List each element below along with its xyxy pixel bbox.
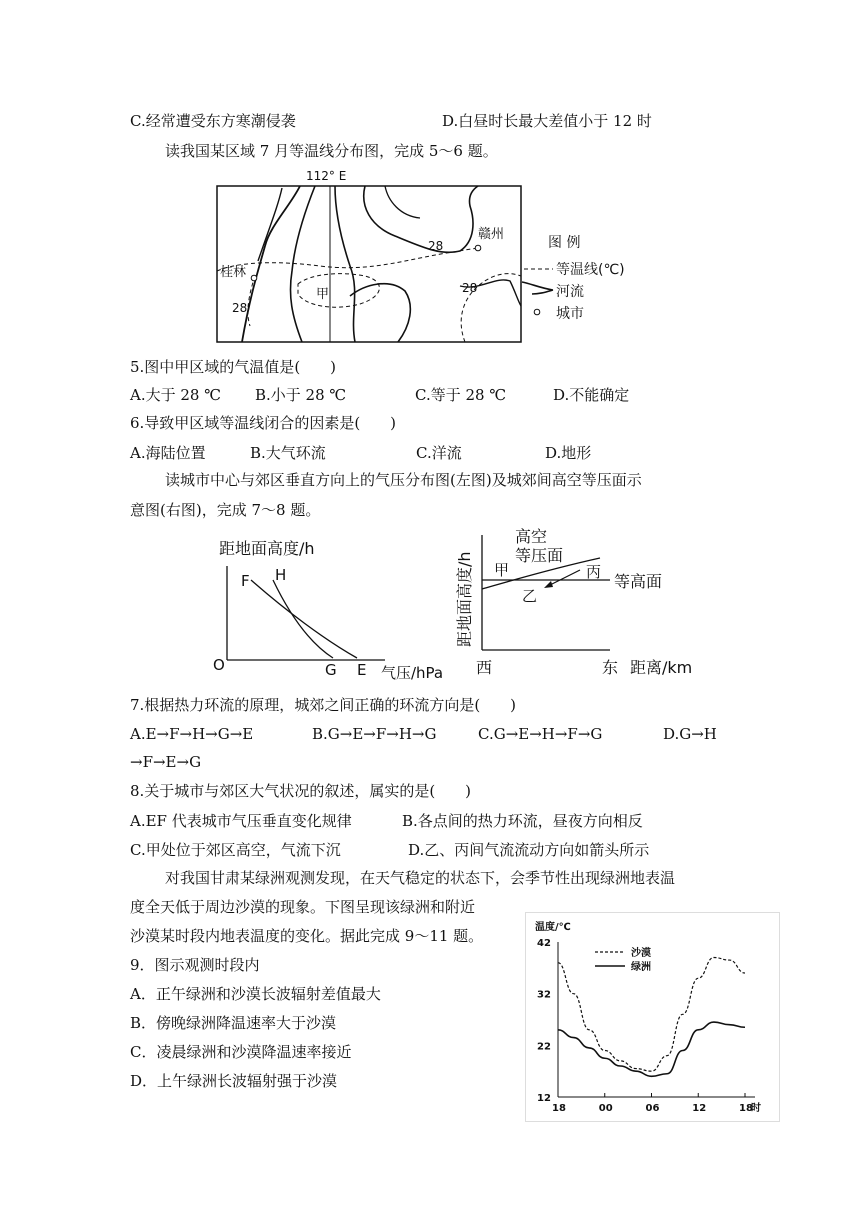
isotherm-label: 28 [462,281,478,295]
legend-oasis: 绿洲 [631,962,651,973]
q6-option-d: D.地形 [545,444,592,462]
isotherm-label: 28 [428,239,444,253]
intro-9-11-line1: 对我国甘肃某绿洲观测发现，在天气稳定的状态下，会季节性出现绿洲地表温 [165,869,676,887]
q8-option-b: B.各点间的热力环流，昼夜方向相反 [402,812,643,830]
river [350,284,410,342]
origin-label: O [213,656,225,674]
city-ganzhou-marker [475,245,481,251]
isotherm-map [210,166,650,344]
q9-option-c: C．凌晨绿洲和沙漠降温速率接近 [130,1043,352,1061]
label-east: 东 [602,658,619,677]
map-frame [217,186,521,342]
q6-option-c: C.洋流 [416,444,462,462]
x-tick-label: 06 [645,1103,660,1114]
intro-9-11-line3: 沙漠某时段内地表温度的变化。据此完成 9～11 题。 [130,927,484,945]
y-tick-label: 32 [537,989,551,1001]
q6-option-b: B.大气环流 [250,444,326,462]
q5-stem: 5.图中甲区域的气温值是( ) [130,358,337,376]
legend-river: 河流 [556,284,584,300]
q8-option-c: C.甲处位于郊区高空，气流下沉 [130,841,341,859]
legend-city-symbol [534,309,540,315]
series-line-0 [558,958,745,1072]
point-h-label: H [275,566,287,584]
intro-9-11-line2: 度全天低于周边沙漠的现象。下图呈现该绿洲和附近 [130,898,476,916]
legend-isotherm: 等温线(℃) [556,262,625,278]
q7-stem: 7.根据热力环流的原理，城郊之间正确的环流方向是( ) [130,696,517,714]
temperature-line-chart [525,912,780,1122]
label-jia: 甲 [494,561,510,579]
x-axis-label: 距离/km [630,658,693,677]
legend-desert: 沙漠 [631,948,651,959]
x-tick-label: 18 [739,1103,753,1114]
curve-ef [251,580,357,658]
q8-option-d: D.乙、丙间气流流动方向如箭头所示 [408,841,650,859]
intro-7-8-line1: 读城市中心与郊区垂直方向上的气压分布图(左图)及城郊间高空等压面示 [165,471,642,489]
intro-7-8-line2: 意图(右图)，完成 7～8 题。 [130,501,321,519]
river [335,186,355,342]
label-bing: 丙 [586,563,602,581]
q7-option-a: A.E→F→H→G→E [130,725,254,743]
isotherm-closed [298,274,379,308]
q8-stem: 8.关于城市与郊区大气状况的叙述，属实的是( ) [130,782,472,800]
q5-option-b: B.小于 28 ℃ [255,386,347,404]
q9-option-b: B．傍晚绿洲降温速率大于沙漠 [130,1014,337,1032]
x-axis-label: 气压/hPa [381,664,444,682]
label-high: 高空 [515,527,548,546]
q6-option-a: A.海陆位置 [130,444,206,462]
chart-border [526,913,780,1122]
q7-option-b: B.G→E→F→H→G [312,725,437,743]
point-f-label: F [241,572,250,590]
q4-option-c: C.经常遭受东方寒潮侵袭 [130,112,296,130]
longitude-label: 112° E [306,169,347,183]
label-isobar: 等压面 [515,546,564,565]
label-equal-height: 等高面 [614,572,663,591]
q7-option-d: D.G→H [663,725,717,743]
x-tick-label: 18 [552,1103,566,1114]
q7-option-c: C.G→E→H→F→G [478,725,603,743]
city-guilin-marker [251,275,257,281]
q9-stem: 9．图示观测时段内 [130,956,260,974]
intro-5-6: 读我国某区域 7 月等温线分布图，完成 5～6 题。 [165,142,498,160]
curve-hg [273,580,333,658]
isobar-surface-chart [450,525,710,680]
q8-option-a: A.EF 代表城市气压垂直变化规律 [130,812,352,830]
q5-option-c: C.等于 28 ℃ [415,386,507,404]
x-tick-label: 00 [598,1103,613,1114]
isotherm-label: 28 [232,301,248,315]
y-tick-label: 22 [537,1041,551,1053]
river [242,186,300,342]
legend-city: 城市 [556,306,584,322]
pressure-height-chart [205,530,455,685]
q9-option-a: A．正午绿洲和沙漠长波辐射差值最大 [130,985,381,1003]
point-g-label: G [325,661,337,679]
flow-arrow-head [544,581,553,588]
label-yi: 乙 [522,587,538,605]
q9-option-d: D．上午绿洲长波辐射强于沙漠 [130,1072,338,1090]
city-guilin-label: 桂林 [220,265,247,280]
x-axis-unit: 时 [751,1103,761,1114]
label-west: 西 [476,658,493,677]
q6-stem: 6.导致甲区域等温线闭合的因素是( ) [130,414,397,432]
river [258,188,282,261]
q4-option-d: D.白昼时长最大差值小于 12 时 [442,112,652,130]
q5-option-d: D.不能确定 [553,386,630,404]
q5-option-a: A.大于 28 ℃ [130,386,222,404]
y-axis-label: 温度/℃ [535,922,571,933]
q7-option-d-cont: →F→E→G [130,753,202,771]
y-tick-label: 42 [537,938,551,949]
series-line-1 [558,1022,745,1076]
point-e-label: E [357,661,367,679]
y-axis-label: 距地面高度/h [219,539,315,558]
city-ganzhou-label: 赣州 [478,227,505,242]
legend-title: 图 例 [548,235,581,251]
y-tick-label: 12 [537,1093,551,1104]
river [385,186,420,218]
x-tick-label: 12 [692,1103,707,1114]
area-jia-label: 甲 [316,287,330,302]
river [364,186,478,252]
y-axis-label: 距地面高度/h [455,551,474,647]
legend-river-symbol [522,282,553,294]
